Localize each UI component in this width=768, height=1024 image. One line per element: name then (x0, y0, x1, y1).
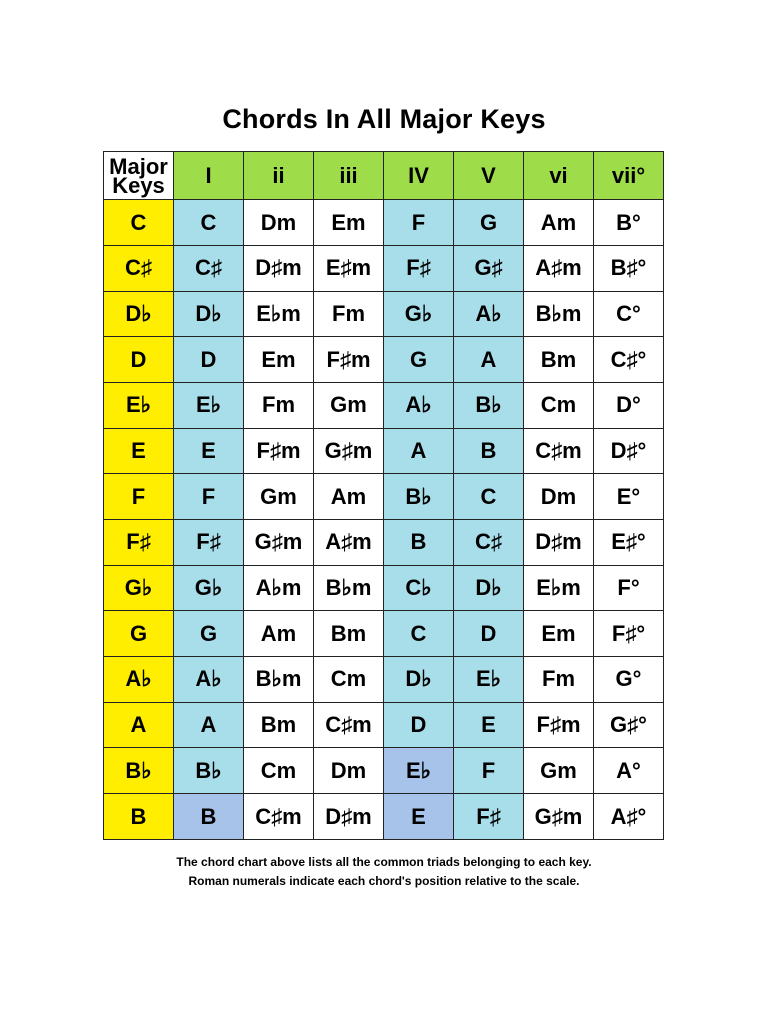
chord-cell: E♭ (454, 657, 524, 703)
chord-cell: D♯m (244, 245, 314, 291)
key-row (104, 702, 664, 748)
chord-cell: G♯m (524, 794, 594, 840)
chord-cell: A♭ (454, 291, 524, 337)
key-cell: A♭ (104, 657, 174, 703)
chord-cell: F♯m (244, 428, 314, 474)
chord-cell: F (454, 748, 524, 794)
chord-cell: E (174, 428, 244, 474)
chord-cell: B♭ (384, 474, 454, 520)
chord-cell: D♭ (174, 291, 244, 337)
key-row (104, 245, 664, 291)
key-row (104, 428, 664, 474)
chord-cell: G♯ (454, 245, 524, 291)
chord-cell: C♯m (244, 794, 314, 840)
chord-cell: Bm (524, 337, 594, 383)
chord-cell: F (384, 200, 454, 246)
chord-cell: A♭ (174, 657, 244, 703)
chord-cell: Fm (524, 657, 594, 703)
key-row (104, 200, 664, 246)
key-row (104, 382, 664, 428)
chord-cell: D° (594, 382, 664, 428)
footnote-line2: Roman numerals indicate each chord's position relative to the scale. (188, 874, 580, 888)
chord-cell: B (174, 794, 244, 840)
chord-table (103, 151, 664, 840)
numeral-header-vii-dim: vii° (594, 152, 664, 200)
chord-cell: B (384, 520, 454, 566)
chord-cell: Bm (314, 611, 384, 657)
chord-cell: D (454, 611, 524, 657)
chord-cell: F♯° (594, 611, 664, 657)
key-cell: F♯ (104, 520, 174, 566)
chord-cell: D♯° (594, 428, 664, 474)
chord-cell: Gm (244, 474, 314, 520)
key-cell: C♯ (104, 245, 174, 291)
chord-cell: F♯ (384, 245, 454, 291)
chord-cell: F° (594, 565, 664, 611)
chord-cell: B♭m (244, 657, 314, 703)
key-row (104, 291, 664, 337)
key-cell: E♭ (104, 382, 174, 428)
key-cell: E (104, 428, 174, 474)
key-row (104, 611, 664, 657)
chord-cell: E (454, 702, 524, 748)
chord-cell: B° (594, 200, 664, 246)
key-cell: A (104, 702, 174, 748)
chord-cell: Gm (524, 748, 594, 794)
chord-cell: Dm (524, 474, 594, 520)
chord-cell: G (454, 200, 524, 246)
key-row (104, 337, 664, 383)
numeral-header-iii: iii (314, 152, 384, 200)
chord-cell: Fm (314, 291, 384, 337)
chord-cell: A (454, 337, 524, 383)
chord-cell: A♯m (524, 245, 594, 291)
chord-cell: Cm (524, 382, 594, 428)
chord-cell: Am (244, 611, 314, 657)
chord-cell: F♯ (454, 794, 524, 840)
chord-cell: E♭m (524, 565, 594, 611)
chord-cell: G♭ (384, 291, 454, 337)
key-cell: D♭ (104, 291, 174, 337)
chord-cell: A♭ (384, 382, 454, 428)
chord-cell: C (384, 611, 454, 657)
chord-cell: Bm (244, 702, 314, 748)
major-keys-header (104, 152, 174, 200)
chord-cell: Cm (314, 657, 384, 703)
numeral-header-V: V (454, 152, 524, 200)
chord-cell: F♯m (524, 702, 594, 748)
chord-cell: G♭ (174, 565, 244, 611)
chord-cell: D♯m (314, 794, 384, 840)
chord-cell: E♭ (174, 382, 244, 428)
chord-cell: E♭m (244, 291, 314, 337)
chord-cell: C♯ (454, 520, 524, 566)
chord-cell: A° (594, 748, 664, 794)
chord-cell: Cm (244, 748, 314, 794)
key-row (104, 520, 664, 566)
chord-cell: Em (524, 611, 594, 657)
chord-cell: Dm (244, 200, 314, 246)
chord-cell: A♯m (314, 520, 384, 566)
chord-cell: A (384, 428, 454, 474)
key-row (104, 748, 664, 794)
key-cell: G (104, 611, 174, 657)
key-row (104, 565, 664, 611)
footnote-line1: The chord chart above lists all the common triads belonging to each key. (176, 855, 592, 869)
key-cell: F (104, 474, 174, 520)
chord-cell: E♯° (594, 520, 664, 566)
chord-cell: E° (594, 474, 664, 520)
chord-cell: C♯m (314, 702, 384, 748)
key-cell: C (104, 200, 174, 246)
chord-cell: Gm (314, 382, 384, 428)
chord-cell: Fm (244, 382, 314, 428)
chord-cell: D♭ (384, 657, 454, 703)
chord-cell: B♭m (524, 291, 594, 337)
chord-cell: D♯m (524, 520, 594, 566)
chord-cell: G♯m (314, 428, 384, 474)
chord-cell: E♭ (384, 748, 454, 794)
chord-cell: Em (314, 200, 384, 246)
numeral-header-IV: IV (384, 152, 454, 200)
numeral-header-ii: ii (244, 152, 314, 200)
chord-cell: D (174, 337, 244, 383)
key-cell: B♭ (104, 748, 174, 794)
chord-cell: C♯ (174, 245, 244, 291)
chord-cell: Am (314, 474, 384, 520)
chord-cell: F♯ (174, 520, 244, 566)
chord-cell: C♯° (594, 337, 664, 383)
key-row (104, 474, 664, 520)
chord-cell: B (454, 428, 524, 474)
chord-cell: Dm (314, 748, 384, 794)
chord-cell: C° (594, 291, 664, 337)
chord-cell: C♭ (384, 565, 454, 611)
chord-cell: D (384, 702, 454, 748)
chord-cell: F♯m (314, 337, 384, 383)
chord-cell: Em (244, 337, 314, 383)
numeral-header-vi: vi (524, 152, 594, 200)
chord-cell: A (174, 702, 244, 748)
key-cell: D (104, 337, 174, 383)
corner-line2: Keys (112, 172, 165, 198)
chord-cell: E♯m (314, 245, 384, 291)
chord-cell: C♯m (524, 428, 594, 474)
chord-cell: Am (524, 200, 594, 246)
chord-cell: B♭ (454, 382, 524, 428)
key-row (104, 794, 664, 840)
chord-cell: A♭m (244, 565, 314, 611)
chord-cell: C (454, 474, 524, 520)
key-cell: B (104, 794, 174, 840)
chord-cell: G♯m (244, 520, 314, 566)
chord-cell: G (384, 337, 454, 383)
chord-cell: B♭m (314, 565, 384, 611)
numeral-header-I: I (174, 152, 244, 200)
chord-cell: B♭ (174, 748, 244, 794)
chord-cell: D♭ (454, 565, 524, 611)
header-row (104, 152, 664, 200)
chord-cell: E (384, 794, 454, 840)
chart-title: Chords In All Major Keys (222, 104, 546, 134)
chord-cell: G♯° (594, 702, 664, 748)
chord-cell: F (174, 474, 244, 520)
key-row (104, 657, 664, 703)
chord-cell: B♯° (594, 245, 664, 291)
corner-line1: Major (109, 153, 168, 179)
chord-cell: A♯° (594, 794, 664, 840)
key-cell: G♭ (104, 565, 174, 611)
chord-cell: C (174, 200, 244, 246)
chord-cell: G (174, 611, 244, 657)
chord-cell: G° (594, 657, 664, 703)
